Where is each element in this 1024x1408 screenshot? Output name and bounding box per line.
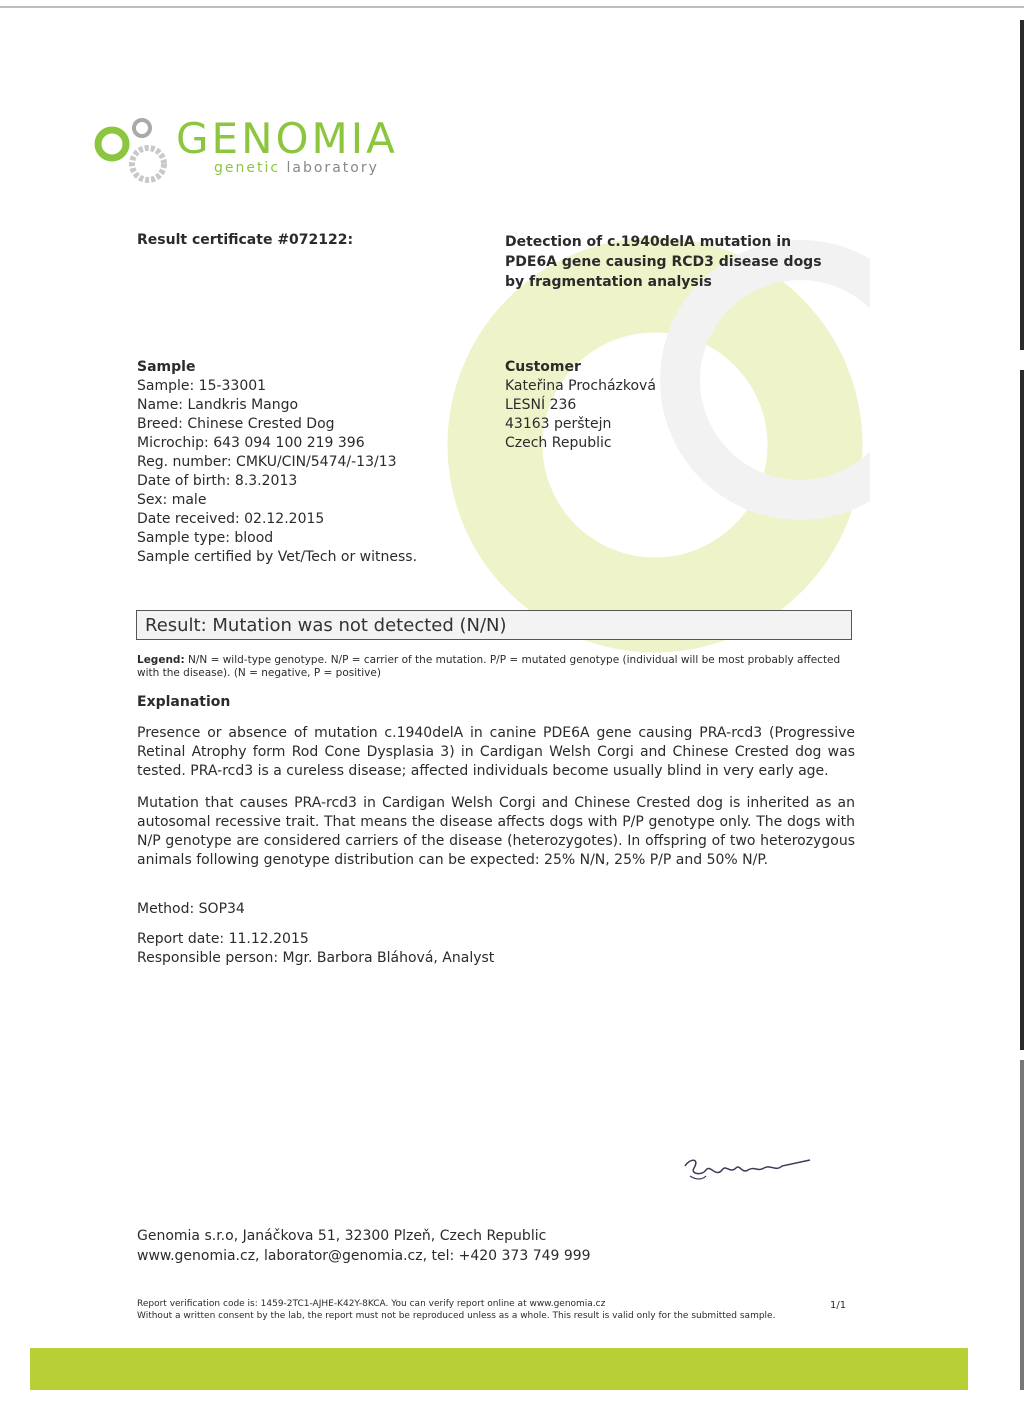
sample-line: Breed: Chinese Crested Dog: [137, 416, 335, 432]
scan-edge-right-2: [1020, 370, 1024, 1050]
reproduction-notice: Without a written consent by the lab, the report must not be reproduced unless as a whole. This result is valid only for the submitted sample.: [137, 1311, 776, 1321]
logo-name: GENOMIA: [176, 114, 398, 163]
signature: [680, 1150, 820, 1190]
legend-text: N/N = wild-type genotype. N/P = carrier of the mutation. P/P = mutated genotype (individual will be most probably affected with the disease). (N = negative, P = positive): [137, 654, 841, 679]
footer-green-bar: [30, 1348, 968, 1390]
sample-line: Sample: 15-33001: [137, 378, 267, 394]
verification-code: Report verification code is: 1459-2TC1-AJHE-K42Y-8KCA. You can verify report online at www.genomia.cz: [137, 1299, 606, 1309]
paragraph-mutation: Mutation that causes PRA-rcd3 in Cardigan Welsh Corgi and Chinese Crested dog is inherited as an autosomal recessive trait. That means the disease affects dogs with P/P genotype only. The dogs with N/P genotype are considered carriers of the disease (heterozygotes). In offspring of two heterozygous animals following genotype distribution can be expected: 25% N/N, 25% P/P and 50% N/P.: [137, 795, 855, 868]
scan-edge-right-3: [1020, 1060, 1024, 1390]
sample-line: Sex: male: [137, 492, 207, 508]
scan-edge-top: [0, 6, 1024, 8]
customer-section: [505, 358, 656, 453]
footer-contact: www.genomia.cz, laborator@genomia.cz, tel: +420 373 749 999: [137, 1248, 591, 1264]
customer-line: Kateřina Procházková: [505, 378, 656, 394]
scan-edge-right-1: [1020, 20, 1024, 350]
result-text: Result: Mutation was not detected (N/N): [145, 615, 507, 636]
test-title: Detection of c.1940delA mutation in PDE6A gene causing RCD3 disease dogs by fragmentation analysis: [505, 234, 822, 290]
logo-sub-gray: laboratory: [286, 160, 379, 176]
sample-line: Date received: 02.12.2015: [137, 511, 325, 527]
sample-heading: Sample: [137, 359, 196, 375]
explanation-heading: Explanation: [137, 694, 231, 710]
logo-sub-green: genetic: [214, 160, 281, 176]
footer-address-block: [137, 1226, 591, 1266]
sample-line: Sample certified by Vet/Tech or witness.: [137, 549, 418, 565]
sample-line: Date of birth: 8.3.2013: [137, 473, 298, 489]
logo-subtitle: [214, 160, 379, 176]
customer-line: 43163 perštejn: [505, 416, 612, 432]
report-date: Report date: 11.12.2015: [137, 931, 309, 947]
verification-note: [137, 1298, 827, 1322]
sample-line: Reg. number: CMKU/CIN/5474/-13/13: [137, 454, 397, 470]
report-info: [137, 930, 494, 968]
customer-heading: Customer: [505, 359, 581, 375]
logo-circles-icon: [92, 110, 172, 190]
sample-line: Sample type: blood: [137, 530, 274, 546]
certificate-title: Result certificate #072122:: [137, 232, 354, 248]
page-number: 1/1: [830, 1300, 847, 1311]
sample-line: Microchip: 643 094 100 219 396: [137, 435, 365, 451]
legend-label: Legend:: [137, 654, 185, 666]
paragraph-presence: Presence or absence of mutation c.1940delA in canine PDE6A gene causing PRA-rcd3 (Progressive Retinal Atrophy form Rod Cone Dysplasia 3) in Cardigan Welsh Corgi and Chinese Crested dog was tested. PRA-rcd3 is a cureless disease; affected individuals become usually blind in very early age.: [137, 725, 855, 779]
customer-line: LESNÍ 236: [505, 397, 577, 413]
customer-line: Czech Republic: [505, 435, 612, 451]
legend: [137, 654, 857, 680]
sample-section: [137, 358, 417, 567]
result-box: [136, 610, 852, 640]
method: Method: SOP34: [137, 901, 245, 917]
sample-line: Name: Landkris Mango: [137, 397, 299, 413]
responsible-person: Responsible person: Mgr. Barbora Bláhová, Analyst: [137, 950, 495, 966]
footer-address: Genomia s.r.o, Janáčkova 51, 32300 Plzeň, Czech Republic: [137, 1228, 547, 1244]
genomia-logo: [92, 110, 432, 190]
